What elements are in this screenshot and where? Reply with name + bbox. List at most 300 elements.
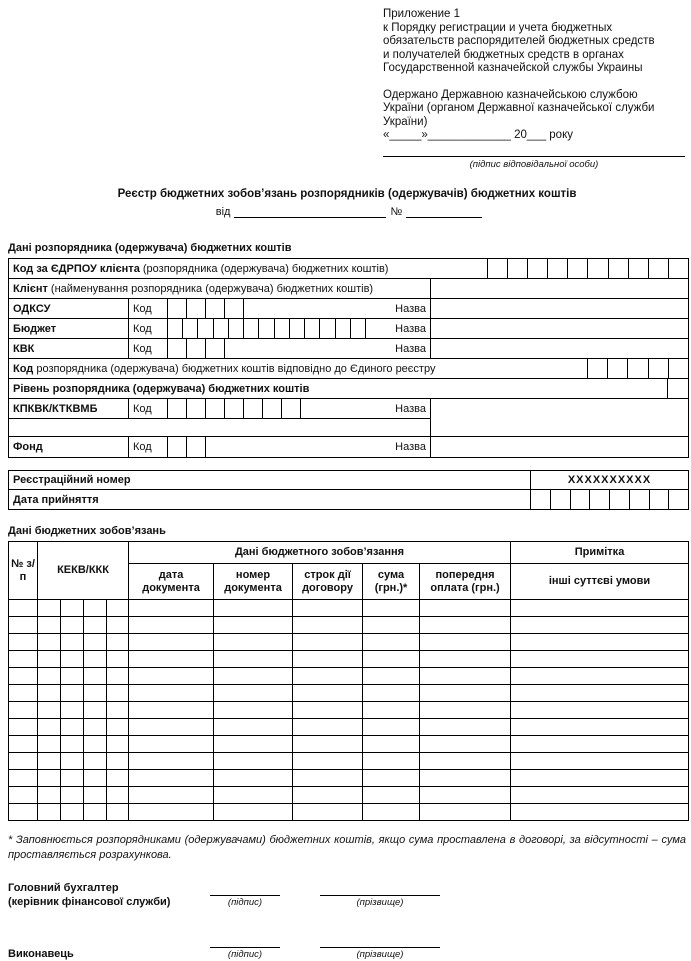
grid-cell[interactable] xyxy=(420,702,511,719)
col-header-obligation-group: Дані бюджетного зобов’язання xyxy=(129,542,511,564)
grid-cell[interactable] xyxy=(107,685,129,702)
grid-cell[interactable] xyxy=(84,787,107,804)
fill-cell[interactable] xyxy=(568,259,588,278)
fill-cell[interactable] xyxy=(305,319,320,338)
table-row xyxy=(9,736,689,753)
grid-cell[interactable] xyxy=(9,787,38,804)
grid-cell[interactable] xyxy=(293,753,363,770)
grid-cell[interactable] xyxy=(214,736,293,753)
executor-surname-blank[interactable] xyxy=(320,935,440,948)
name-label: Назва xyxy=(395,402,426,415)
table-row xyxy=(9,702,689,719)
grid-cell[interactable] xyxy=(107,634,129,651)
grid-cell[interactable] xyxy=(511,668,689,685)
grid-cell[interactable] xyxy=(420,668,511,685)
grid-cell[interactable] xyxy=(84,600,107,617)
col-header-prepayment: попередня оплата (грн.) xyxy=(420,564,511,600)
code-label: Код xyxy=(129,399,168,418)
grid-cell[interactable] xyxy=(38,702,61,719)
grid-cell[interactable] xyxy=(38,634,61,651)
received-line: України) xyxy=(383,115,428,128)
fill-cell[interactable] xyxy=(214,319,229,338)
budget-name-cell[interactable] xyxy=(431,319,688,338)
grid-cell[interactable] xyxy=(511,617,689,634)
grid-cell[interactable] xyxy=(293,634,363,651)
fill-cell[interactable] xyxy=(259,319,274,338)
grid-cell[interactable] xyxy=(129,804,214,821)
surname-caption: (прізвище) xyxy=(356,949,404,960)
fill-cell[interactable] xyxy=(225,299,244,318)
grid-cell[interactable] xyxy=(363,634,420,651)
col-header-doc-date: дата документа xyxy=(129,564,214,600)
grid-cell[interactable] xyxy=(61,617,84,634)
grid-cell[interactable] xyxy=(214,753,293,770)
fill-cell[interactable] xyxy=(669,359,688,378)
executor-label: Виконавець xyxy=(8,948,74,960)
grid-cell[interactable] xyxy=(61,787,84,804)
fund-name-cell[interactable] xyxy=(431,437,688,457)
grid-cell[interactable] xyxy=(61,668,84,685)
accountant-signature-blank[interactable] xyxy=(210,883,280,896)
grid-cell[interactable] xyxy=(363,617,420,634)
grid-cell[interactable] xyxy=(84,770,107,787)
grid-cell[interactable] xyxy=(38,617,61,634)
grid-cell[interactable] xyxy=(214,702,293,719)
fill-cell[interactable] xyxy=(275,319,290,338)
grid-cell[interactable] xyxy=(38,719,61,736)
kvk-row xyxy=(9,339,688,359)
grid-cell[interactable] xyxy=(84,736,107,753)
grid-cell[interactable] xyxy=(84,634,107,651)
fill-cell[interactable] xyxy=(610,490,630,509)
grid-cell[interactable] xyxy=(61,719,84,736)
grid-cell[interactable] xyxy=(9,685,38,702)
grid-cell[interactable] xyxy=(61,600,84,617)
grid-cell[interactable] xyxy=(38,804,61,821)
grid-cell[interactable] xyxy=(129,770,214,787)
client-label: Клієнт (найменування розпорядника (одержувача) бюджетних коштів) xyxy=(9,279,431,298)
grid-cell[interactable] xyxy=(293,804,363,821)
fill-cell[interactable] xyxy=(668,379,688,398)
section1-heading: Дані розпорядника (одержувача) бюджетних коштів xyxy=(8,242,292,254)
grid-cell[interactable] xyxy=(61,804,84,821)
code-label: Код xyxy=(129,319,168,338)
fund-label: Фонд xyxy=(9,437,129,457)
col-header-other-terms: інші суттєві умови xyxy=(511,564,689,600)
fill-cell[interactable] xyxy=(168,399,187,418)
grid-cell[interactable] xyxy=(420,685,511,702)
grid-cell[interactable] xyxy=(511,685,689,702)
fill-cell[interactable] xyxy=(551,490,571,509)
fill-cell[interactable] xyxy=(206,299,225,318)
grid-cell[interactable] xyxy=(293,600,363,617)
grid-cell[interactable] xyxy=(214,634,293,651)
fill-cell[interactable] xyxy=(244,399,263,418)
grid-cell[interactable] xyxy=(107,804,129,821)
client-row xyxy=(9,279,688,299)
fill-cell[interactable] xyxy=(187,437,206,457)
number-blank[interactable] xyxy=(406,206,482,218)
number-label: № xyxy=(390,206,403,218)
form-title: Реєстр бюджетних зобов’язань розпорядників (одержувачів) бюджетних коштів xyxy=(117,188,577,200)
grid-cell[interactable] xyxy=(511,719,689,736)
from-label: від xyxy=(215,206,231,218)
grid-cell[interactable] xyxy=(107,736,129,753)
edrpou-label: Код за ЄДРПОУ клієнта (розпорядника (одержувача) бюджетних коштів) xyxy=(9,259,488,278)
kpkvk-name-cell[interactable] xyxy=(431,399,688,436)
fill-cell[interactable] xyxy=(206,399,225,418)
registration-number-value: ХХХХХХХХХХ xyxy=(567,474,652,486)
name-label: Назва xyxy=(206,437,431,457)
grid-cell[interactable] xyxy=(511,787,689,804)
grid-cell[interactable] xyxy=(107,770,129,787)
registration-number-label: Реєстраційний номер xyxy=(9,471,531,489)
grid-cell[interactable] xyxy=(511,702,689,719)
grid-cell[interactable] xyxy=(293,702,363,719)
name-label: Назва xyxy=(244,299,431,318)
registry-code-row xyxy=(9,359,688,379)
grid-cell[interactable] xyxy=(293,787,363,804)
executor-signature-blank[interactable] xyxy=(210,935,280,948)
grid-cell[interactable] xyxy=(9,617,38,634)
grid-cell[interactable] xyxy=(107,719,129,736)
registry-code-cells[interactable] xyxy=(588,359,688,378)
grid-cell[interactable] xyxy=(363,736,420,753)
table-row xyxy=(9,668,689,685)
grid-cell[interactable] xyxy=(129,668,214,685)
fill-cell[interactable] xyxy=(320,319,335,338)
grid-cell[interactable] xyxy=(38,753,61,770)
responsible-signature-line[interactable] xyxy=(383,156,685,157)
grid-cell[interactable] xyxy=(214,668,293,685)
registry-code-label: Код розпорядника (одержувача) бюджетних коштів відповідно до Єдиного реєстру xyxy=(9,359,588,378)
code-label: Код xyxy=(129,339,168,358)
fill-cell[interactable] xyxy=(198,319,213,338)
grid-cell[interactable] xyxy=(214,685,293,702)
fill-cell[interactable] xyxy=(183,319,198,338)
grid-cell[interactable] xyxy=(293,617,363,634)
fill-cell[interactable] xyxy=(168,319,183,338)
grid-cell[interactable] xyxy=(61,736,84,753)
signature-caption: (підпис) xyxy=(227,949,263,960)
grid-cell[interactable] xyxy=(363,685,420,702)
fill-cell[interactable] xyxy=(187,299,206,318)
col-header-amount: сума (грн.)* xyxy=(363,564,420,600)
grid-cell[interactable] xyxy=(363,770,420,787)
grid-cell[interactable] xyxy=(9,736,38,753)
grid-cell[interactable] xyxy=(129,634,214,651)
obligations-body xyxy=(9,600,689,821)
obligations-table xyxy=(8,541,689,821)
grid-cell[interactable] xyxy=(420,787,511,804)
level-row xyxy=(9,379,688,399)
grid-cell[interactable] xyxy=(214,617,293,634)
grid-cell[interactable] xyxy=(293,685,363,702)
table-row xyxy=(9,787,689,804)
grid-cell[interactable] xyxy=(129,787,214,804)
grid-cell[interactable] xyxy=(420,634,511,651)
kpkvk-row xyxy=(9,399,688,437)
col-header-doc-number: номер документа xyxy=(214,564,293,600)
grid-cell[interactable] xyxy=(420,617,511,634)
fill-cell[interactable] xyxy=(590,490,610,509)
grid-cell[interactable] xyxy=(511,753,689,770)
level-code-cells[interactable] xyxy=(668,379,688,398)
fill-cell[interactable] xyxy=(531,490,551,509)
registration-number-row xyxy=(9,471,688,490)
grid-cell[interactable] xyxy=(9,634,38,651)
table-row xyxy=(9,685,689,702)
acceptance-date-label: Дата прийняття xyxy=(9,490,531,509)
grid-cell[interactable] xyxy=(214,787,293,804)
title-from-line xyxy=(8,204,686,218)
grid-cell[interactable] xyxy=(363,787,420,804)
col-header-kekv: КЕКВ/ККК xyxy=(38,542,129,600)
grid-cell[interactable] xyxy=(107,617,129,634)
grid-cell[interactable] xyxy=(511,634,689,651)
name-label: Назва xyxy=(225,339,431,358)
fill-cell[interactable] xyxy=(588,259,608,278)
grid-cell[interactable] xyxy=(61,634,84,651)
grid-cell[interactable] xyxy=(107,787,129,804)
table-row xyxy=(9,651,689,668)
grid-cell[interactable] xyxy=(38,787,61,804)
signature-caption: (підпис) xyxy=(227,897,263,908)
fill-cell[interactable] xyxy=(609,259,629,278)
table-row xyxy=(9,753,689,770)
grid-cell[interactable] xyxy=(511,651,689,668)
col-header-contract-term: строк дії договору xyxy=(293,564,363,600)
grid-cell[interactable] xyxy=(129,753,214,770)
grid-cell[interactable] xyxy=(363,651,420,668)
fill-cell[interactable] xyxy=(650,490,670,509)
grid-cell[interactable] xyxy=(9,753,38,770)
budget-code-cells[interactable] xyxy=(168,319,366,338)
registration-table xyxy=(8,470,689,510)
grid-cell[interactable] xyxy=(129,736,214,753)
grid-cell[interactable] xyxy=(214,651,293,668)
grid-cell[interactable] xyxy=(38,685,61,702)
fund-row xyxy=(9,437,688,457)
grid-cell[interactable] xyxy=(363,804,420,821)
grid-cell[interactable] xyxy=(38,651,61,668)
grid-cell[interactable] xyxy=(363,600,420,617)
annex-line: к Порядку регистрации и учета бюджетных xyxy=(383,21,613,34)
fill-cell[interactable] xyxy=(351,319,366,338)
grid-cell[interactable] xyxy=(129,719,214,736)
fund-code-cells[interactable] xyxy=(168,437,206,457)
grid-cell[interactable] xyxy=(420,736,511,753)
grid-cell[interactable] xyxy=(9,804,38,821)
grid-cell[interactable] xyxy=(84,685,107,702)
annex-line: Государственной казначейской службы Украины xyxy=(383,62,643,74)
grid-cell[interactable] xyxy=(61,770,84,787)
registrant-table xyxy=(8,258,689,458)
grid-cell[interactable] xyxy=(129,702,214,719)
grid-cell[interactable] xyxy=(38,668,61,685)
fill-cell[interactable] xyxy=(548,259,568,278)
grid-cell[interactable] xyxy=(293,668,363,685)
grid-cell[interactable] xyxy=(84,753,107,770)
grid-cell[interactable] xyxy=(420,770,511,787)
fill-cell[interactable] xyxy=(168,299,187,318)
annex-line: Приложение 1 xyxy=(383,8,461,20)
fill-cell[interactable] xyxy=(229,319,244,338)
grid-cell[interactable] xyxy=(511,804,689,821)
grid-cell[interactable] xyxy=(129,617,214,634)
grid-cell[interactable] xyxy=(420,600,511,617)
grid-cell[interactable] xyxy=(61,651,84,668)
edrpou-code-cells[interactable] xyxy=(488,259,688,278)
fill-cell[interactable] xyxy=(649,259,669,278)
fill-cell[interactable] xyxy=(206,339,225,358)
kpkvk-code-cells[interactable] xyxy=(168,399,301,418)
fill-cell[interactable] xyxy=(629,259,649,278)
odksu-row xyxy=(9,299,688,319)
fill-cell[interactable] xyxy=(608,359,628,378)
odksu-label: ОДКСУ xyxy=(9,299,129,318)
from-date-blank[interactable] xyxy=(234,206,386,218)
grid-cell[interactable] xyxy=(363,668,420,685)
fill-cell[interactable] xyxy=(508,259,528,278)
received-line: України (органом Державної казначейської служби xyxy=(383,102,655,114)
grid-cell[interactable] xyxy=(511,600,689,617)
footnote: * Заповнюється розпорядниками (одержувачами) бюджетних коштів, якщо сума проставлена в договорі, за відсутності – сума проставляється розрахункова. xyxy=(8,834,686,861)
grid-cell[interactable] xyxy=(84,719,107,736)
grid-cell[interactable] xyxy=(107,668,129,685)
client-value-cell[interactable] xyxy=(431,279,688,298)
grid-cell[interactable] xyxy=(9,668,38,685)
grid-cell[interactable] xyxy=(511,770,689,787)
fill-cell[interactable] xyxy=(488,259,508,278)
odksu-code-cells[interactable] xyxy=(168,299,244,318)
accountant-label: Головний бухгалтер (керівник фінансової служби) xyxy=(8,882,171,908)
acceptance-date-row xyxy=(9,490,688,509)
fill-cell[interactable] xyxy=(168,339,187,358)
grid-cell[interactable] xyxy=(9,651,38,668)
grid-cell[interactable] xyxy=(420,719,511,736)
fill-cell[interactable] xyxy=(571,490,591,509)
table-row xyxy=(9,804,689,821)
accountant-surname-blank[interactable] xyxy=(320,883,440,896)
fill-cell[interactable] xyxy=(669,259,688,278)
grid-cell[interactable] xyxy=(61,685,84,702)
grid-cell[interactable] xyxy=(420,753,511,770)
grid-cell[interactable] xyxy=(214,600,293,617)
received-date-blank[interactable]: «_____»_____________ 20___ року xyxy=(383,129,573,141)
kpkvk-label: КПКВК/КТКВМБ xyxy=(9,399,129,418)
grid-cell[interactable] xyxy=(9,719,38,736)
grid-cell[interactable] xyxy=(84,702,107,719)
fill-cell[interactable] xyxy=(282,399,301,418)
acceptance-date-cells[interactable] xyxy=(531,490,688,509)
accountant-signature-row xyxy=(8,881,686,909)
executor-signature-row xyxy=(8,935,686,961)
kvk-name-cell[interactable] xyxy=(431,339,688,358)
grid-cell[interactable] xyxy=(420,651,511,668)
level-label: Рівень розпорядника (одержувача) бюджетних коштів xyxy=(9,379,668,398)
fill-cell[interactable] xyxy=(187,339,206,358)
fill-cell[interactable] xyxy=(528,259,548,278)
section2-heading: Дані бюджетних зобов’язань xyxy=(8,525,166,537)
grid-cell[interactable] xyxy=(38,600,61,617)
grid-cell[interactable] xyxy=(84,651,107,668)
grid-cell[interactable] xyxy=(38,770,61,787)
fill-cell[interactable] xyxy=(336,319,351,338)
name-label: Назва xyxy=(366,319,431,338)
annex-block xyxy=(383,8,691,171)
grid-cell[interactable] xyxy=(61,753,84,770)
grid-cell[interactable] xyxy=(84,804,107,821)
grid-cell[interactable] xyxy=(107,753,129,770)
grid-cell[interactable] xyxy=(363,719,420,736)
grid-cell[interactable] xyxy=(84,617,107,634)
grid-cell[interactable] xyxy=(9,702,38,719)
grid-cell[interactable] xyxy=(129,651,214,668)
grid-cell[interactable] xyxy=(293,651,363,668)
table-row xyxy=(9,770,689,787)
fill-cell[interactable] xyxy=(669,490,688,509)
grid-cell[interactable] xyxy=(293,719,363,736)
grid-cell[interactable] xyxy=(107,600,129,617)
kvk-code-cells[interactable] xyxy=(168,339,225,358)
fill-cell[interactable] xyxy=(290,319,305,338)
grid-cell[interactable] xyxy=(107,702,129,719)
surname-caption: (прізвище) xyxy=(356,897,404,908)
grid-cell[interactable] xyxy=(214,719,293,736)
grid-cell[interactable] xyxy=(129,685,214,702)
edrpou-row xyxy=(9,259,688,279)
kpkvk-extra-cell[interactable] xyxy=(9,419,430,436)
page-header xyxy=(8,8,686,186)
fill-cell[interactable] xyxy=(588,359,608,378)
grid-cell[interactable] xyxy=(38,736,61,753)
table-row xyxy=(9,634,689,651)
col-header-note: Примітка xyxy=(511,542,689,564)
fill-cell[interactable] xyxy=(244,319,259,338)
grid-cell[interactable] xyxy=(129,600,214,617)
grid-cell[interactable] xyxy=(293,770,363,787)
grid-cell[interactable] xyxy=(363,702,420,719)
grid-cell[interactable] xyxy=(107,651,129,668)
fill-cell[interactable] xyxy=(263,399,282,418)
grid-cell[interactable] xyxy=(9,770,38,787)
grid-cell[interactable] xyxy=(420,804,511,821)
grid-cell[interactable] xyxy=(9,600,38,617)
table-row xyxy=(9,600,689,617)
grid-cell[interactable] xyxy=(293,736,363,753)
kvk-label: КВК xyxy=(9,339,129,358)
grid-cell[interactable] xyxy=(511,736,689,753)
fill-cell[interactable] xyxy=(168,437,187,457)
received-line: Одержано Державною казначейською службою xyxy=(383,88,638,101)
odksu-name-cell[interactable] xyxy=(431,299,688,318)
grid-cell[interactable] xyxy=(61,702,84,719)
responsible-signature-caption: (підпис відповідальної особи) xyxy=(469,158,599,170)
table-row xyxy=(9,719,689,736)
fill-cell[interactable] xyxy=(649,359,669,378)
fill-cell[interactable] xyxy=(225,399,244,418)
fill-cell[interactable] xyxy=(630,490,650,509)
fill-cell[interactable] xyxy=(187,399,206,418)
grid-cell[interactable] xyxy=(84,668,107,685)
code-label: Код xyxy=(129,437,168,457)
grid-cell[interactable] xyxy=(363,753,420,770)
budget-row xyxy=(9,319,688,339)
grid-cell[interactable] xyxy=(214,804,293,821)
fill-cell[interactable] xyxy=(628,359,648,378)
grid-cell[interactable] xyxy=(214,770,293,787)
